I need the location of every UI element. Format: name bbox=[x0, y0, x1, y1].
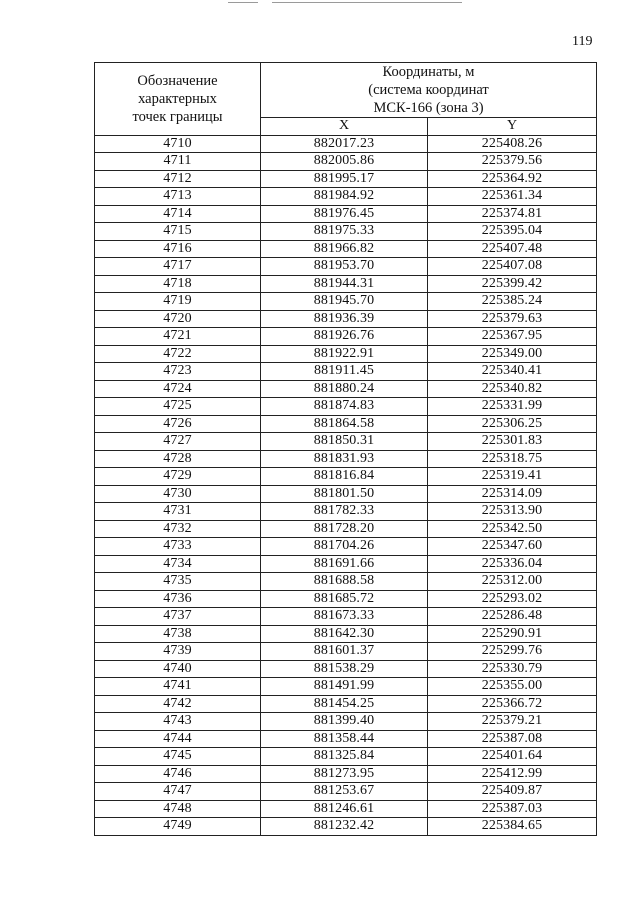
point-id-cell: 4746 bbox=[95, 765, 261, 783]
point-id-cell: 4715 bbox=[95, 223, 261, 241]
table-row bbox=[95, 205, 597, 223]
point-id-cell: 4727 bbox=[95, 433, 261, 451]
y-coordinate-cell: 225330.79 bbox=[428, 660, 597, 678]
y-coordinate-cell: 225379.63 bbox=[428, 310, 597, 328]
table-row bbox=[95, 398, 597, 416]
y-coordinate-cell: 225385.24 bbox=[428, 293, 597, 311]
table-row bbox=[95, 800, 597, 818]
x-coordinate-cell: 881911.45 bbox=[261, 363, 428, 381]
table-row bbox=[95, 695, 597, 713]
point-id-cell: 4724 bbox=[95, 380, 261, 398]
table-row bbox=[95, 275, 597, 293]
y-coordinate-cell: 225286.48 bbox=[428, 608, 597, 626]
x-coordinate-cell: 881273.95 bbox=[261, 765, 428, 783]
table-row bbox=[95, 818, 597, 836]
x-column-header: X bbox=[261, 118, 428, 136]
x-coordinate-cell: 881816.84 bbox=[261, 468, 428, 486]
x-coordinate-cell: 881831.93 bbox=[261, 450, 428, 468]
y-coordinate-cell: 225318.75 bbox=[428, 450, 597, 468]
point-id-cell: 4749 bbox=[95, 818, 261, 836]
table-row bbox=[95, 713, 597, 731]
y-coordinate-cell: 225299.76 bbox=[428, 643, 597, 661]
table-row bbox=[95, 503, 597, 521]
y-coordinate-cell: 225331.99 bbox=[428, 398, 597, 416]
x-coordinate-cell: 881966.82 bbox=[261, 240, 428, 258]
point-id-cell: 4722 bbox=[95, 345, 261, 363]
table-row bbox=[95, 678, 597, 696]
x-coordinate-cell: 881874.83 bbox=[261, 398, 428, 416]
point-id-cell: 4712 bbox=[95, 170, 261, 188]
point-id-cell: 4711 bbox=[95, 153, 261, 171]
table-row bbox=[95, 415, 597, 433]
point-id-cell: 4716 bbox=[95, 240, 261, 258]
point-id-cell: 4736 bbox=[95, 590, 261, 608]
point-id-cell: 4748 bbox=[95, 800, 261, 818]
point-id-cell: 4720 bbox=[95, 310, 261, 328]
x-coordinate-cell: 881691.66 bbox=[261, 555, 428, 573]
coordinates-header bbox=[261, 63, 597, 118]
x-coordinate-cell: 881454.25 bbox=[261, 695, 428, 713]
designation-header-line3: точек границы bbox=[132, 108, 223, 125]
table-row bbox=[95, 380, 597, 398]
x-coordinate-cell: 881945.70 bbox=[261, 293, 428, 311]
table-row bbox=[95, 590, 597, 608]
table-row bbox=[95, 345, 597, 363]
y-coordinate-cell: 225349.00 bbox=[428, 345, 597, 363]
point-id-cell: 4714 bbox=[95, 205, 261, 223]
x-coordinate-cell: 881984.92 bbox=[261, 188, 428, 206]
x-coordinate-cell: 881880.24 bbox=[261, 380, 428, 398]
y-coordinate-cell: 225290.91 bbox=[428, 625, 597, 643]
table-row bbox=[95, 240, 597, 258]
table-row bbox=[95, 748, 597, 766]
table-body bbox=[95, 135, 597, 835]
table-row bbox=[95, 625, 597, 643]
point-id-cell: 4745 bbox=[95, 748, 261, 766]
point-id-cell: 4747 bbox=[95, 783, 261, 801]
y-coordinate-cell: 225401.64 bbox=[428, 748, 597, 766]
table-row bbox=[95, 555, 597, 573]
y-coordinate-cell: 225374.81 bbox=[428, 205, 597, 223]
table-row bbox=[95, 485, 597, 503]
point-id-cell: 4729 bbox=[95, 468, 261, 486]
coordinates-header-line3: МСК-166 (зона 3) bbox=[373, 100, 484, 116]
designation-header-line2: характерных bbox=[138, 90, 217, 107]
x-coordinate-cell: 881944.31 bbox=[261, 275, 428, 293]
point-id-cell: 4733 bbox=[95, 538, 261, 556]
point-id-cell: 4739 bbox=[95, 643, 261, 661]
y-coordinate-cell: 225306.25 bbox=[428, 415, 597, 433]
y-coordinate-cell: 225367.95 bbox=[428, 328, 597, 346]
x-coordinate-cell: 882017.23 bbox=[261, 135, 428, 153]
y-coordinate-cell: 225395.04 bbox=[428, 223, 597, 241]
table-row bbox=[95, 188, 597, 206]
y-coordinate-cell: 225336.04 bbox=[428, 555, 597, 573]
table-row bbox=[95, 660, 597, 678]
y-coordinate-cell: 225408.26 bbox=[428, 135, 597, 153]
point-id-cell: 4718 bbox=[95, 275, 261, 293]
y-coordinate-cell: 225387.08 bbox=[428, 730, 597, 748]
y-coordinate-cell: 225340.82 bbox=[428, 380, 597, 398]
x-coordinate-cell: 881673.33 bbox=[261, 608, 428, 626]
table-row bbox=[95, 783, 597, 801]
x-coordinate-cell: 881975.33 bbox=[261, 223, 428, 241]
point-id-cell: 4717 bbox=[95, 258, 261, 276]
point-id-cell: 4741 bbox=[95, 678, 261, 696]
y-coordinate-cell: 225319.41 bbox=[428, 468, 597, 486]
y-coordinate-cell: 225313.90 bbox=[428, 503, 597, 521]
y-coordinate-cell: 225301.83 bbox=[428, 433, 597, 451]
y-coordinate-cell: 225314.09 bbox=[428, 485, 597, 503]
point-id-cell: 4713 bbox=[95, 188, 261, 206]
designation-header-line1: Обозначение bbox=[137, 72, 218, 89]
y-coordinate-cell: 225340.41 bbox=[428, 363, 597, 381]
coordinates-header-line1: Координаты, м bbox=[382, 64, 475, 80]
point-id-cell: 4734 bbox=[95, 555, 261, 573]
point-id-cell: 4737 bbox=[95, 608, 261, 626]
point-id-cell: 4732 bbox=[95, 520, 261, 538]
y-coordinate-cell: 225384.65 bbox=[428, 818, 597, 836]
table-row bbox=[95, 730, 597, 748]
y-coordinate-cell: 225409.87 bbox=[428, 783, 597, 801]
table-row bbox=[95, 433, 597, 451]
point-id-cell: 4742 bbox=[95, 695, 261, 713]
table-row bbox=[95, 293, 597, 311]
point-id-cell: 4728 bbox=[95, 450, 261, 468]
x-coordinate-cell: 881922.91 bbox=[261, 345, 428, 363]
top-rule-left bbox=[228, 2, 258, 3]
table-row bbox=[95, 608, 597, 626]
y-coordinate-cell: 225379.56 bbox=[428, 153, 597, 171]
point-id-cell: 4740 bbox=[95, 660, 261, 678]
point-id-cell: 4726 bbox=[95, 415, 261, 433]
y-coordinate-cell: 225361.34 bbox=[428, 188, 597, 206]
point-id-cell: 4719 bbox=[95, 293, 261, 311]
table-row bbox=[95, 520, 597, 538]
table-row bbox=[95, 328, 597, 346]
y-coordinate-cell: 225407.08 bbox=[428, 258, 597, 276]
x-coordinate-cell: 881232.42 bbox=[261, 818, 428, 836]
y-coordinate-cell: 225355.00 bbox=[428, 678, 597, 696]
y-coordinate-cell: 225379.21 bbox=[428, 713, 597, 731]
x-coordinate-cell: 881926.76 bbox=[261, 328, 428, 346]
table-row bbox=[95, 170, 597, 188]
x-coordinate-cell: 881728.20 bbox=[261, 520, 428, 538]
y-column-header: Y bbox=[428, 118, 597, 136]
y-coordinate-cell: 225342.50 bbox=[428, 520, 597, 538]
x-coordinate-cell: 881688.58 bbox=[261, 573, 428, 591]
x-coordinate-cell: 881491.99 bbox=[261, 678, 428, 696]
x-coordinate-cell: 881685.72 bbox=[261, 590, 428, 608]
y-coordinate-cell: 225366.72 bbox=[428, 695, 597, 713]
x-coordinate-cell: 881864.58 bbox=[261, 415, 428, 433]
x-coordinate-cell: 881704.26 bbox=[261, 538, 428, 556]
point-id-cell: 4723 bbox=[95, 363, 261, 381]
point-id-cell: 4725 bbox=[95, 398, 261, 416]
y-coordinate-cell: 225347.60 bbox=[428, 538, 597, 556]
table-row bbox=[95, 153, 597, 171]
point-id-cell: 4731 bbox=[95, 503, 261, 521]
x-coordinate-cell: 881538.29 bbox=[261, 660, 428, 678]
table-row bbox=[95, 450, 597, 468]
x-coordinate-cell: 881358.44 bbox=[261, 730, 428, 748]
x-coordinate-cell: 881246.61 bbox=[261, 800, 428, 818]
table-row bbox=[95, 643, 597, 661]
y-coordinate-cell: 225364.92 bbox=[428, 170, 597, 188]
coordinates-table bbox=[94, 62, 597, 836]
y-coordinate-cell: 225407.48 bbox=[428, 240, 597, 258]
table-row bbox=[95, 538, 597, 556]
point-id-cell: 4735 bbox=[95, 573, 261, 591]
x-coordinate-cell: 881782.33 bbox=[261, 503, 428, 521]
x-coordinate-cell: 881601.37 bbox=[261, 643, 428, 661]
page-number: 119 bbox=[572, 34, 593, 49]
table-row bbox=[95, 258, 597, 276]
point-id-cell: 4710 bbox=[95, 135, 261, 153]
table-row bbox=[95, 363, 597, 381]
x-coordinate-cell: 881976.45 bbox=[261, 205, 428, 223]
point-id-cell: 4743 bbox=[95, 713, 261, 731]
y-coordinate-cell: 225399.42 bbox=[428, 275, 597, 293]
y-coordinate-cell: 225412.99 bbox=[428, 765, 597, 783]
designation-header bbox=[95, 63, 261, 136]
point-id-cell: 4721 bbox=[95, 328, 261, 346]
x-coordinate-cell: 881953.70 bbox=[261, 258, 428, 276]
x-coordinate-cell: 881936.39 bbox=[261, 310, 428, 328]
point-id-cell: 4730 bbox=[95, 485, 261, 503]
table-row bbox=[95, 765, 597, 783]
table-row bbox=[95, 468, 597, 486]
x-coordinate-cell: 881995.17 bbox=[261, 170, 428, 188]
table-row bbox=[95, 573, 597, 591]
y-coordinate-cell: 225312.00 bbox=[428, 573, 597, 591]
x-coordinate-cell: 881253.67 bbox=[261, 783, 428, 801]
x-coordinate-cell: 882005.86 bbox=[261, 153, 428, 171]
top-rule-right bbox=[272, 2, 462, 3]
x-coordinate-cell: 881325.84 bbox=[261, 748, 428, 766]
x-coordinate-cell: 881642.30 bbox=[261, 625, 428, 643]
x-coordinate-cell: 881399.40 bbox=[261, 713, 428, 731]
table-row bbox=[95, 135, 597, 153]
x-coordinate-cell: 881801.50 bbox=[261, 485, 428, 503]
table-row bbox=[95, 310, 597, 328]
point-id-cell: 4744 bbox=[95, 730, 261, 748]
y-coordinate-cell: 225387.03 bbox=[428, 800, 597, 818]
coordinates-header-line2: (система координат bbox=[368, 82, 489, 98]
y-coordinate-cell: 225293.02 bbox=[428, 590, 597, 608]
point-id-cell: 4738 bbox=[95, 625, 261, 643]
x-coordinate-cell: 881850.31 bbox=[261, 433, 428, 451]
table-row bbox=[95, 223, 597, 241]
